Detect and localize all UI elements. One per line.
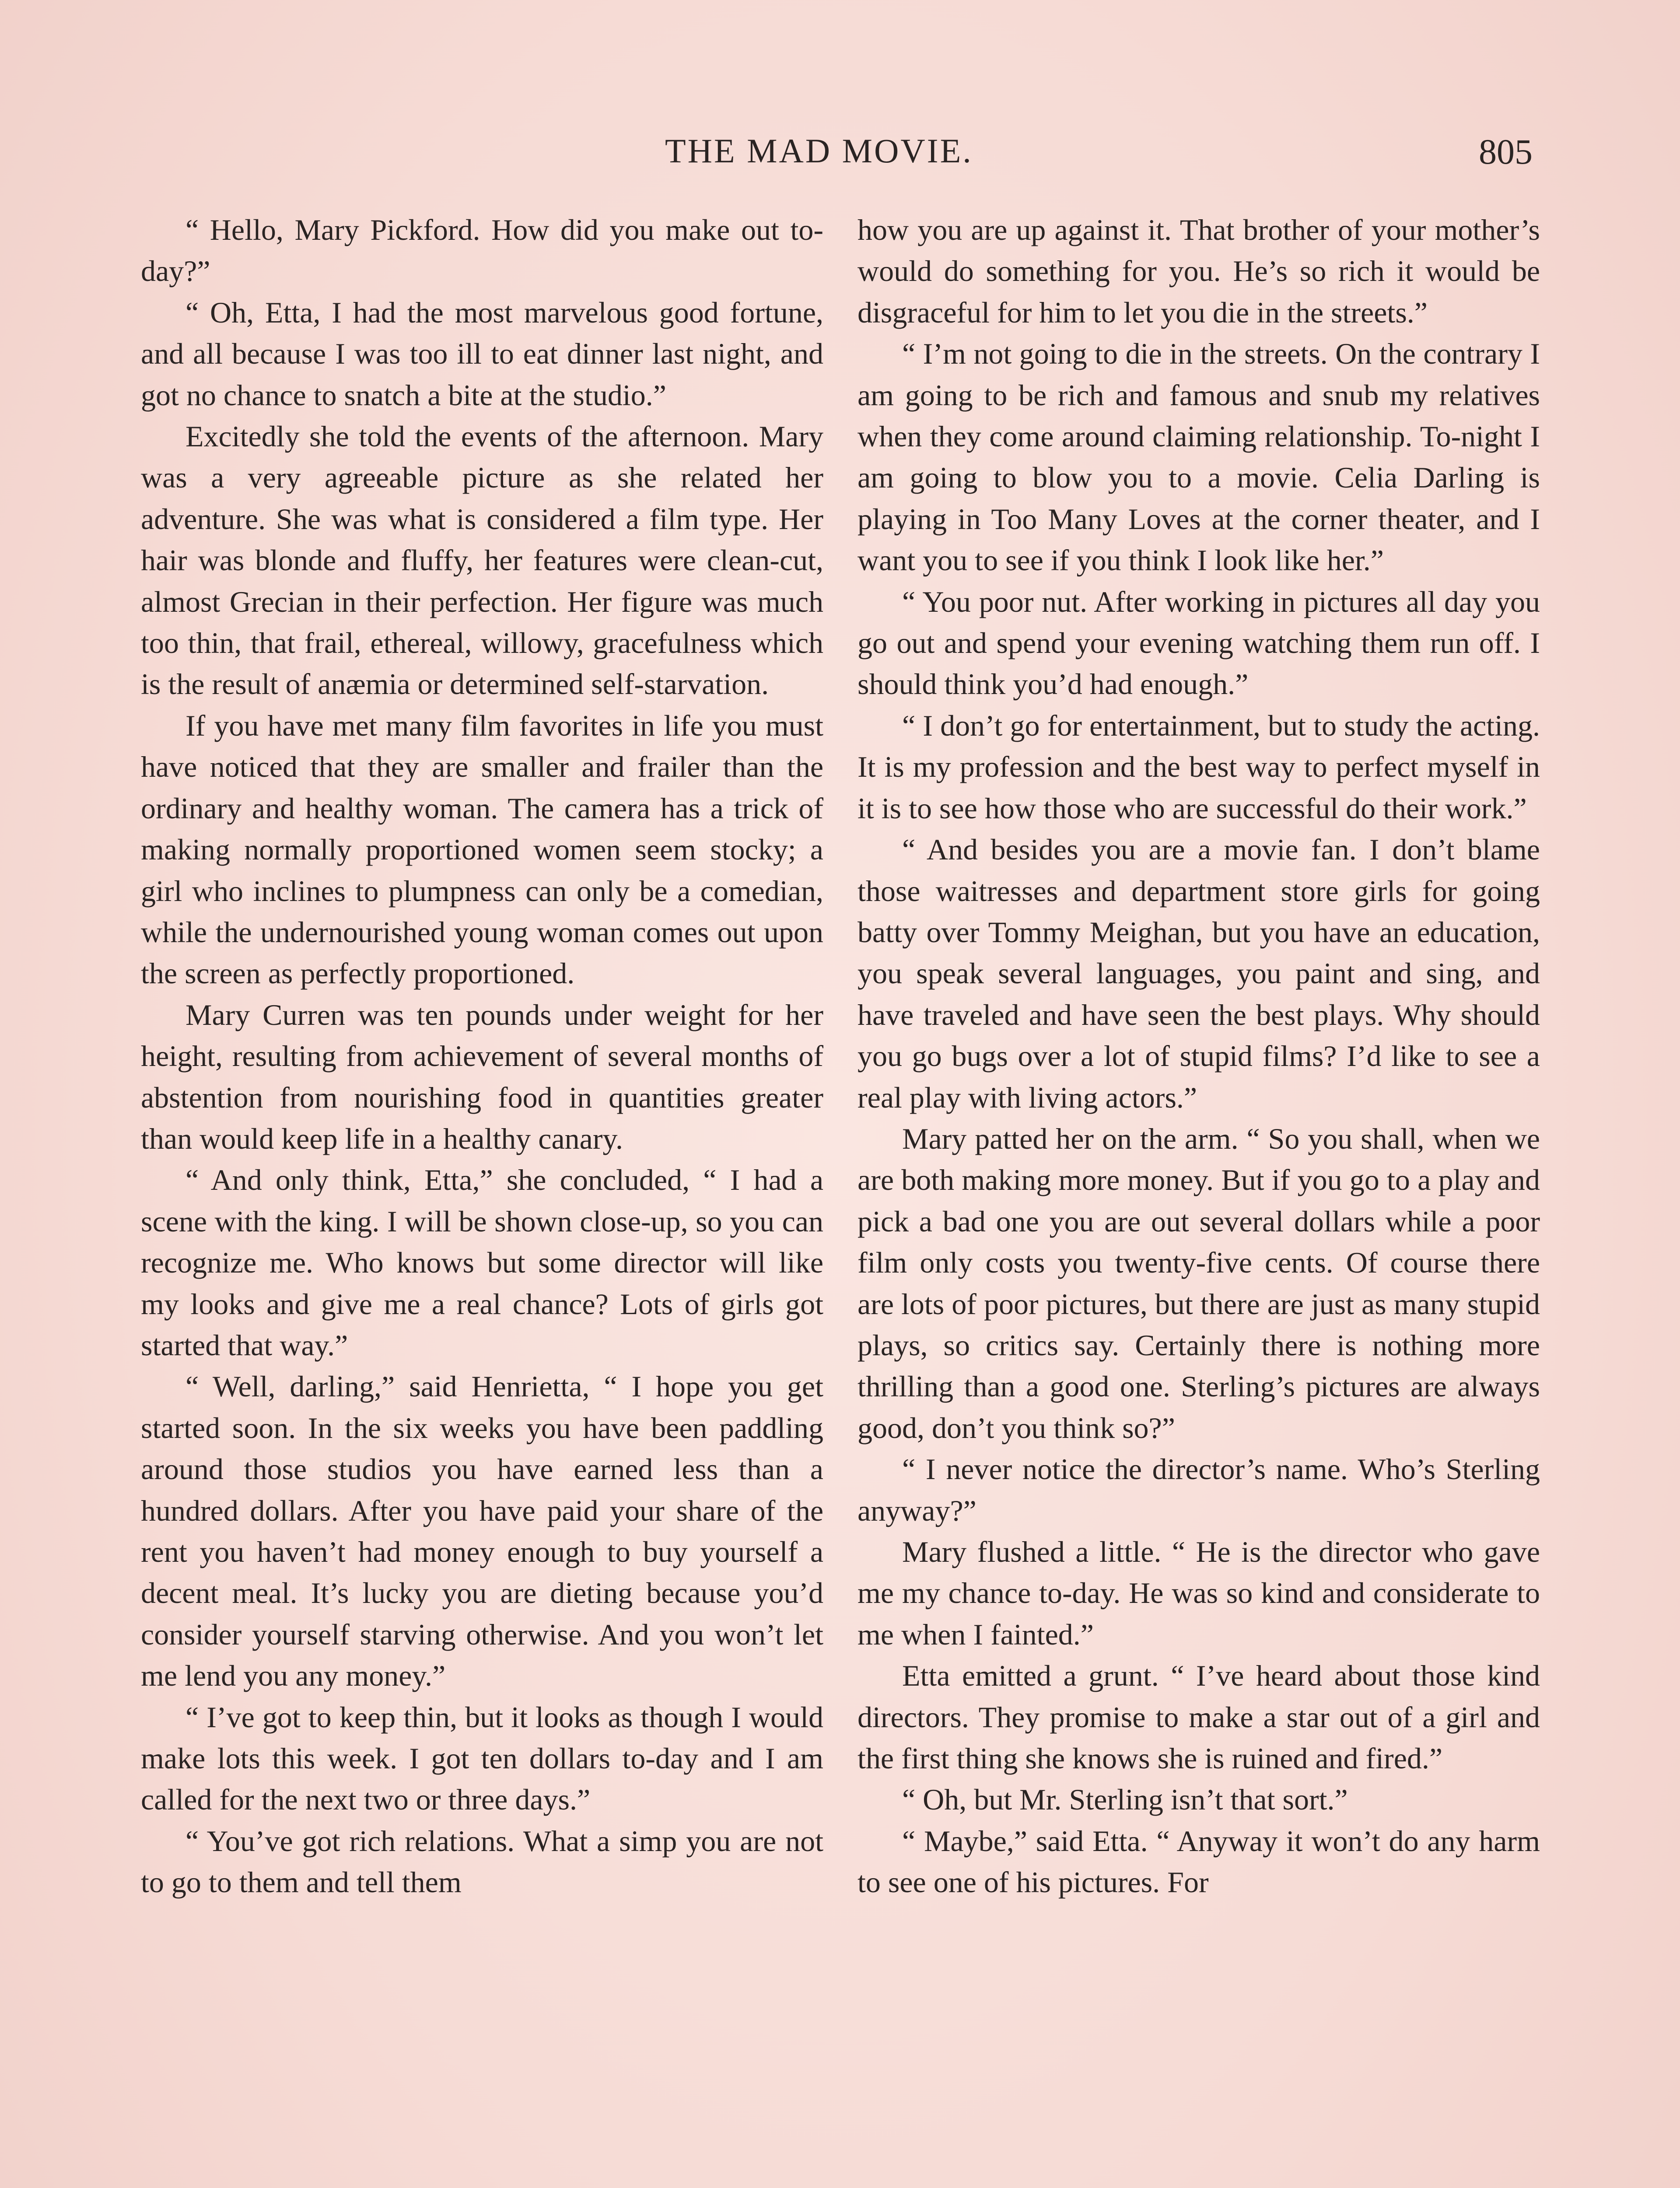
paragraph: “ I’ve got to keep thin, but it looks as though I would make lots this week. I got ten dollars to-day and I am called for the next two or three days.” [141, 1700, 823, 1816]
paragraph: Excitedly she told the events of the afternoon. Mary was a very agreeable picture as she related her adventure. She was what is considered a film type. Her hair was blonde and fluffy, her features were clean-cut, almost Grecian in their perfection. Her figure was much too thin, that frail, ethereal, willowy, gracefulness which is the result of anæmia or determined self-starvation. [141, 420, 823, 701]
paragraph: “ And only think, Etta,” she concluded, “ I had a scene with the king. I will be shown close-up, so you can recognize me. Who knows but some director will like my looks and give me a real chance? Lots of girls got started that way.” [141, 1163, 823, 1362]
page-number: 805 [1479, 132, 1533, 172]
paragraph: “ Hello, Mary Pickford. How did you make out to-day?” [141, 213, 823, 288]
running-title: THE MAD MOVIE. [665, 132, 973, 170]
paragraph: “ Oh, but Mr. Sterling isn’t that sort.” [902, 1783, 1348, 1816]
paragraph: “ I don’t go for entertainment, but to study the acting. It is my profession and the best way to perfect myself in it is to see how those who are successful do their work.” [858, 708, 1540, 825]
right-column [858, 209, 1540, 2188]
paragraph: how you are up against it. That brother of your mother’s would do something for you. He’s so rich it would be disgraceful for him to let you die in the streets.” [858, 213, 1540, 329]
left-column [141, 209, 823, 2188]
paragraph: “ Well, darling,” said Henrietta, “ I hope you get started soon. In the six weeks you have been paddling around those studios you have earned less than a hundred dollars. After you have paid your share of the rent you haven’t had money enough to buy yourself a decent meal. It’s lucky you are dieting because you’d consider yourself starving otherwise. And you won’t let me lend you any money.” [141, 1370, 823, 1693]
paragraph: Mary patted her on the arm. “ So you shall, when we are both making more money. But if you go to a play and pick a bad one you are out several dollars while a poor film only costs you twenty-five cents. Of course there are lots of poor pictures, but there are just as many stupid plays, so critics say. Certainly there is nothing more thrilling than a good one. Sterling’s pictures are always good, don’t you think so?” [858, 1122, 1540, 1445]
paragraph: “ You’ve got rich relations. What a simp you are not to go to them and tell them [141, 1824, 823, 1899]
paragraph: If you have met many film favorites in life you must have noticed that they are smaller and frailer than the ordinary and healthy woman. The camera has a trick of making normally proportioned women seem stocky; a girl who inclines to plumpness can only be a comedian, while the undernourished young woman comes out upon the screen as perfectly proportioned. [141, 708, 823, 990]
paragraph: Mary flushed a little. “ He is the director who gave me my chance to-day. He was so kind and considerate to me when I fainted.” [858, 1535, 1540, 1651]
paragraph: Mary Curren was ten pounds under weight for her height, resulting from achievement of several months of abstention from nourishing food in quantities greater than would keep life in a healthy canary. [141, 998, 823, 1155]
paragraph: “ I never notice the director’s name. Who’s Sterling anyway?” [858, 1452, 1540, 1527]
paragraph: “ I’m not going to die in the streets. On the contrary I am going to be rich and famous and snub my relatives when they come around claiming relationship. To-night I am going to blow you to a movie. Celia Darling is playing in Too Many Loves at the corner theater, and I want you to see if you think I look like her.” [858, 337, 1540, 577]
paragraph: Etta emitted a grunt. “ I’ve heard about those kind directors. They promise to make a star out of a girl and the first thing she knows she is ruined and fired.” [858, 1659, 1540, 1775]
paragraph: “ Maybe,” said Etta. “ Anyway it won’t do any harm to see one of his pictures. For [858, 1824, 1540, 1899]
page-header [0, 131, 1680, 184]
paragraph: “ Oh, Etta, I had the most marvelous good fortune, and all because I was too ill to eat dinner last night, and got no chance to snatch a bite at the studio.” [141, 295, 823, 412]
paragraph: “ And besides you are a movie fan. I don’t blame those waitresses and department store girls for going batty over Tommy Meighan, but you have an education, you speak several languages, you paint and sing, and have traveled and have seen the best plays. Why should you go bugs over a lot of stupid films? I’d like to see a real play with living actors.” [858, 833, 1540, 1114]
paragraph: “ You poor nut. After working in pictures all day you go out and spend your evening watching them run off. I should think you’d had enough.” [858, 585, 1540, 701]
